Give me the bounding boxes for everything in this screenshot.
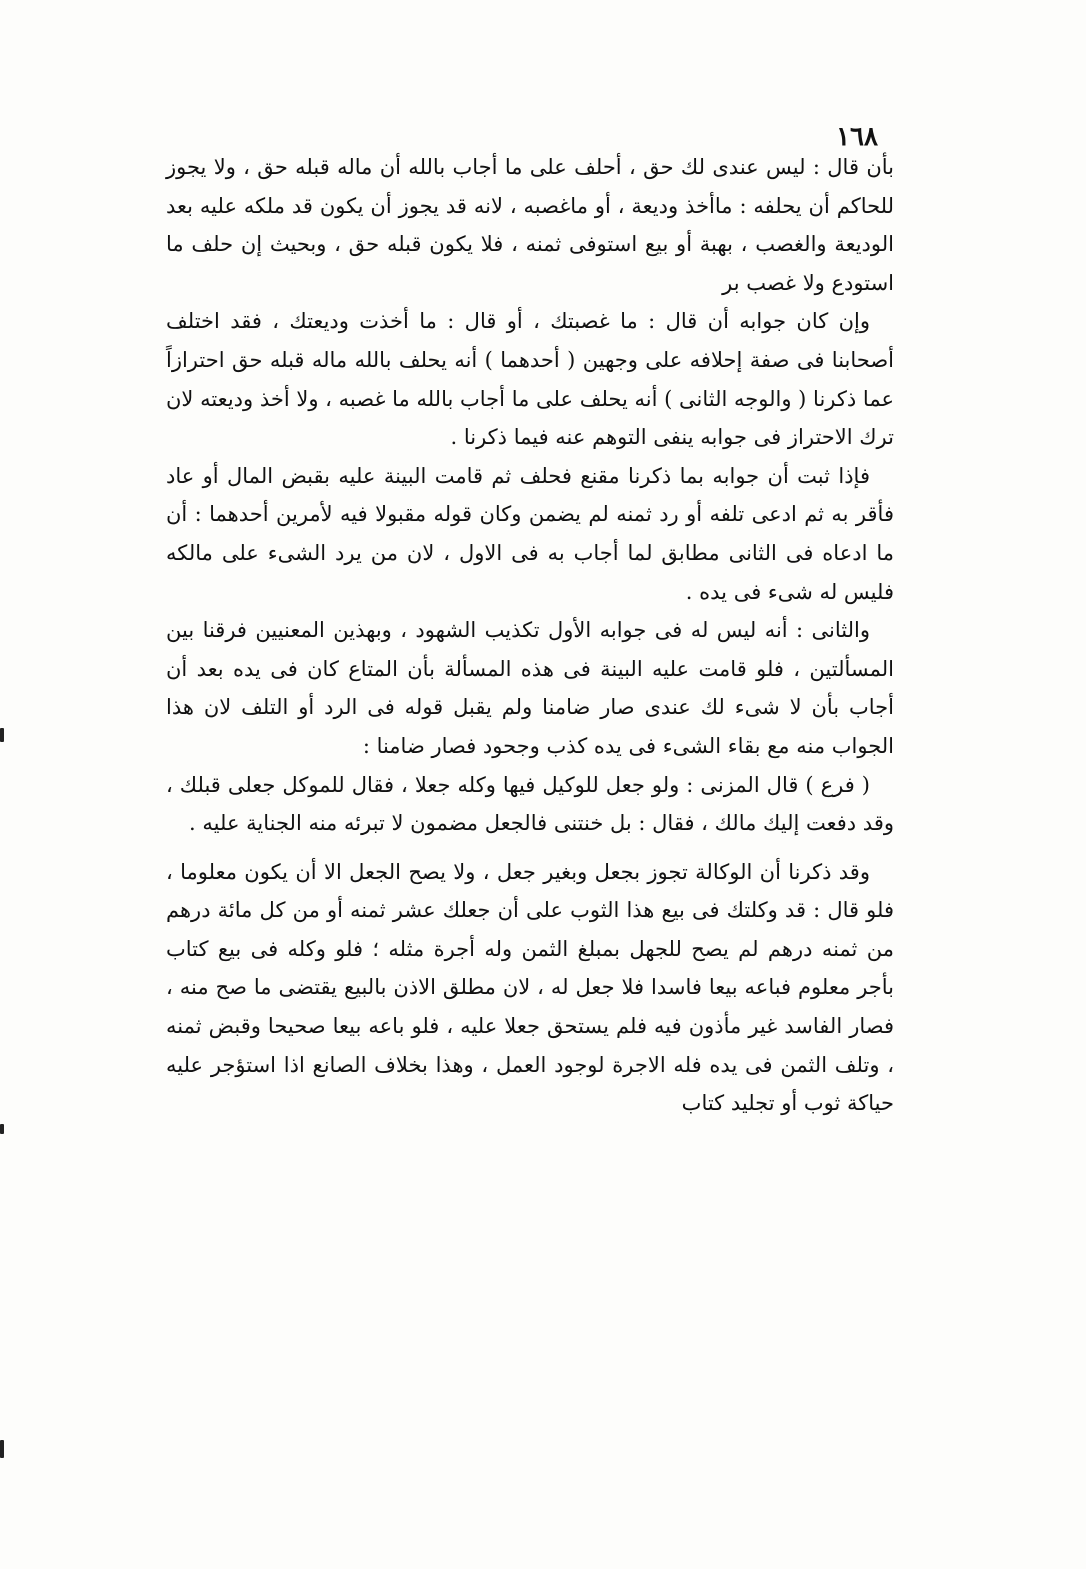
scan-edge-mark: [0, 1124, 4, 1134]
scan-edge-mark: [0, 728, 4, 742]
scan-edge-mark: [0, 1440, 4, 1458]
paragraph-1: بأن قال : ليس عندى لك حق ، أحلف على ما أجاب بالله أن ماله قبله حق ، ولا يجوز للحاكم أن يحلفه : ماأخذ وديعة ، أو ماغصبه ، لانه قد يجوز أن يكون قد ملكه عليه بعد الوديعة والغصب ، بهبة أو بيع استوفى ثمنه ، فلا يكون قبله حق ، وبحيث إن حلف ما استودع ولا غصب بر: [166, 155, 894, 295]
paragraph-6: وقد ذكرنا أن الوكالة تجوز بجعل وبغير جعل ، ولا يصح الجعل الا أن يكون معلوما ، فلو قال : قد وكلتك فى بيع هذا الثوب على أن جعلك عشر ثمنه أو من كل مائة درهم من ثمنه درهم لم يصح للجهل بمبلغ الثمن وله أجرة مثله ؛ فلو وكله فى بيع كتاب بأجر معلوم فباعه بيعا فاسدا فلا جعل له ، لان مطلق الاذن بالبيع يقتضى ما صح منه ، فصار الفاسد غير مأذون فيه فلم يستحق جعلا عليه ، فلو باعه بيعا صحيحا وقبض ثمنه ، وتلف الثمن فى يده فله الاجرة لوجود العمل ، وهذا بخلاف الصانع اذا استؤجر عليه حياكة ثوب أو تجليد كتاب: [166, 859, 894, 1116]
paragraph-3: فإذا ثبت أن جوابه بما ذكرنا مقنع فحلف ثم قامت البينة عليه بقبض المال أو عاد فأقر به ثم ادعى تلفه أو رد ثمنه لم يضمن وكان قوله مقبولا فيه لأمرين أحدهما : أن ما ادعاه فى الثانى مطابق لما أجاب به فى الاول ، لان من يرد الشىء على مالكه فليس له شىء فى يده .: [166, 463, 894, 604]
paragraph-4: والثانى : أنه ليس له فى جوابه الأول تكذيب الشهود ، وبهذين المعنيين فرقنا بين المسألتين ، فلو قامت عليه البينة فى هذه المسألة بأن المتاع كان فى يده بعد أن أجاب بأن لا شىء لك عندى صار ضامنا ولم يقبل قوله فى الرد أو التلف لان هذا الجواب منه مع بقاء الشىء فى يده كذب وجحود فصار ضامنا :: [166, 618, 894, 758]
paragraph-2: وإن كان جوابه أن قال : ما غصبتك ، أو قال : ما أخذت وديعتك ، فقد اختلف أصحابنا فى صفة إحلافه على وجهين ( أحدهما ) أنه يحلف بالله ماله قبله حق احترازاً عما ذكرنا ( والوجه الثانى ) أنه يحلف على ما أجاب بالله ما غصبه ، ولا أخذ وديعته لان ترك الاحتراز فى جوابه ينفى التوهم عنه فيما ذكرنا .: [166, 309, 894, 450]
body-text: [166, 148, 894, 1123]
paragraph-5-far: ( فرع ) قال المزنى : ولو جعل للوكيل فيها وكله جعلا ، فقال للموكل جعلى قبلك ، وقد دفعت إليك مالك ، فقال : بل خنتنى فالجعل مضمون لا تبرئه منه الجناية عليه .: [166, 772, 894, 836]
page-number: ١٦٨: [836, 122, 878, 152]
